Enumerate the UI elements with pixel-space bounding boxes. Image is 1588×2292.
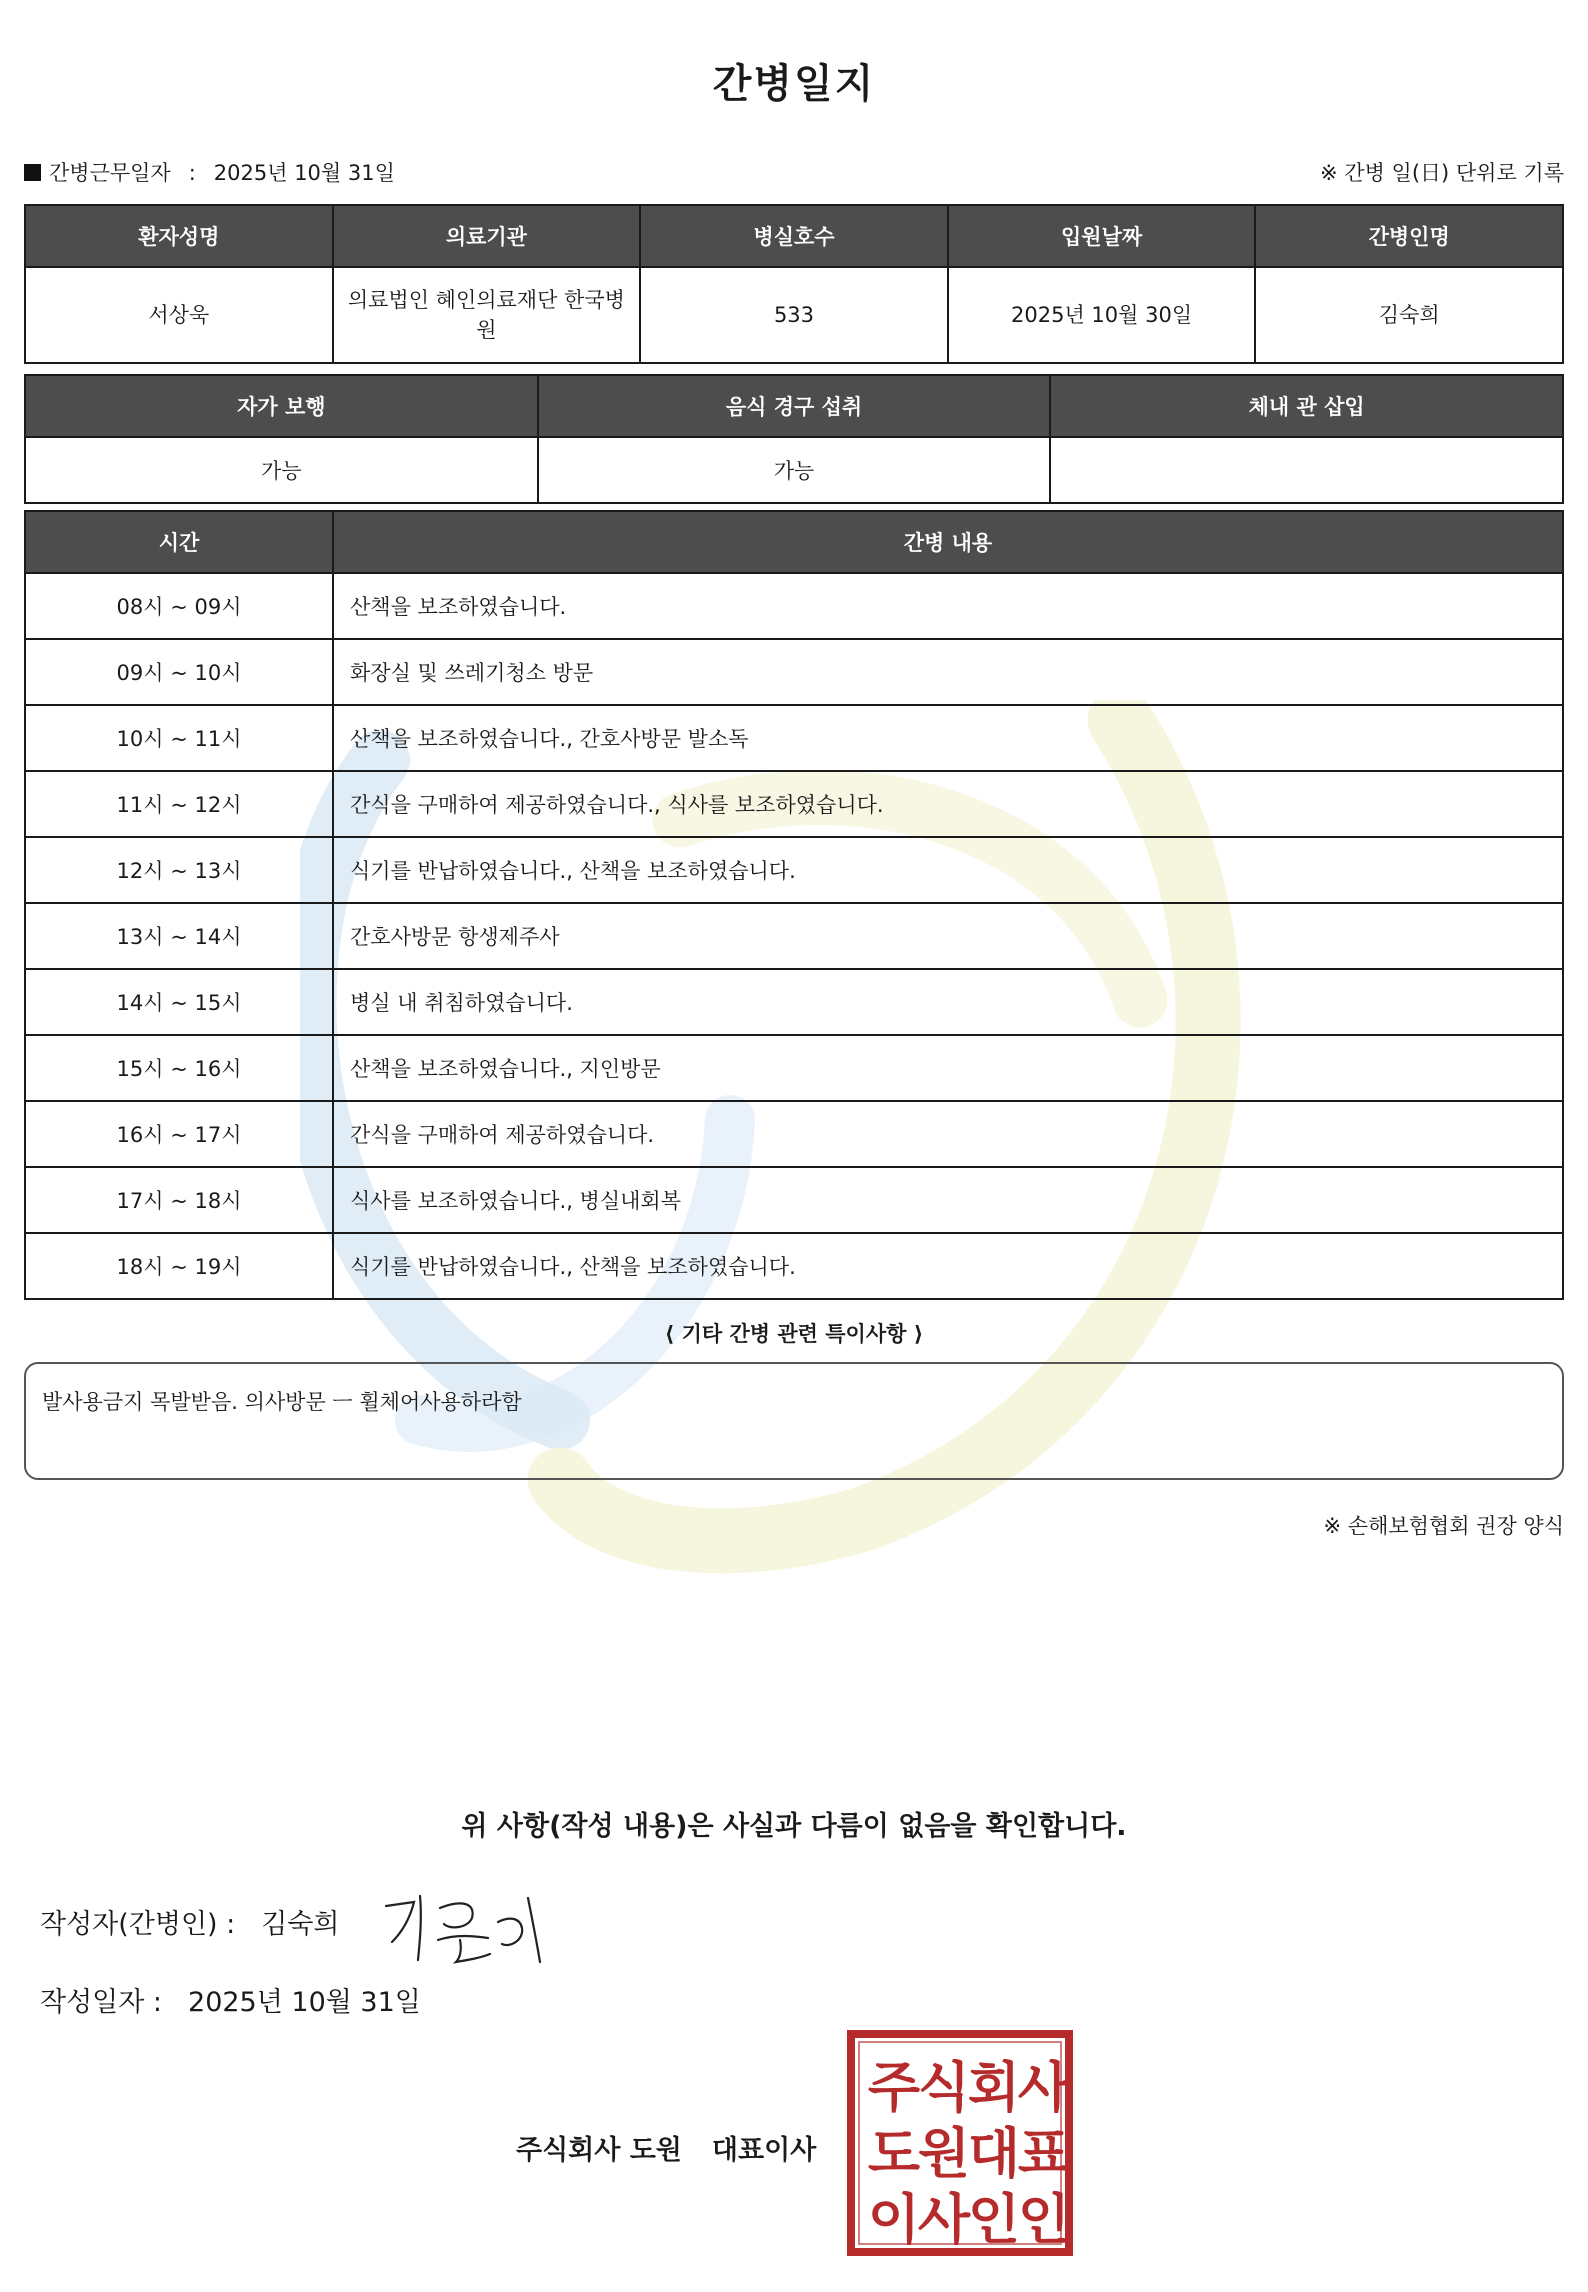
log-time-cell: 08시 ~ 09시 [25,573,333,639]
patient-status-table [24,374,1564,504]
special-notes-title: ⟨ 기타 간병 관련 특이사항 ⟩ [664,1322,924,1346]
log-time-cell: 17시 ~ 18시 [25,1167,333,1233]
ceo-title: 대표이사 [711,2135,817,2166]
log-content-cell: 병실 내 취침하였습니다. [333,969,1563,1035]
seal-character: 도 [867,2122,921,2185]
care-log-row [25,705,1563,771]
log-content-cell: 식기를 반납하였습니다., 산책을 보조하였습니다. [333,837,1563,903]
header-oral-intake: 음식 경구 섭취 [538,375,1051,437]
log-time-cell: 13시 ~ 14시 [25,903,333,969]
patient-info-header-row [25,205,1563,267]
special-notes-text: 발사용금지 목발받음. 의사방문 ㅡ 휠체어사용하라함 [42,1390,522,1414]
care-log-row [25,837,1563,903]
log-content-cell: 화장실 및 쓰레기청소 방문 [333,639,1563,705]
patient-info-value-row [25,267,1563,363]
tube-insertion-value [1050,437,1563,503]
care-log-row [25,903,1563,969]
handwritten-signature [380,1888,550,1968]
care-log-row [25,573,1563,639]
header-admission-date: 입원날짜 [948,205,1256,267]
care-log-row [25,771,1563,837]
care-log-body [25,573,1563,1299]
seal-character: 사 [917,2188,971,2251]
oral-intake-value: 가능 [538,437,1051,503]
form-source-note: ※ 손해보험협회 권장 양식 [1323,1514,1564,1538]
company-line [516,2128,816,2167]
log-time-cell: 18시 ~ 19시 [25,1233,333,1299]
company-name: 주식회사 도원 [516,2135,682,2166]
seal-character: 회 [967,2056,1021,2119]
patient-name-value: 서상욱 [25,267,333,363]
header-hospital: 의료기관 [333,205,641,267]
header-care-content: 간병 내용 [333,511,1563,573]
log-content-cell: 간식을 구매하여 제공하였습니다., 식사를 보조하였습니다. [333,771,1563,837]
care-log-row [25,1035,1563,1101]
care-log-table [24,510,1564,1300]
seal-character: 이 [867,2188,921,2251]
work-date-line [24,157,395,187]
unit-note: ※ 간병 일(日) 단위로 기록 [1320,161,1564,185]
log-time-cell: 14시 ~ 15시 [25,969,333,1035]
seal-character: 원 [917,2122,971,2185]
writer-name: 김숙희 [261,1909,340,1940]
seal-character: 표 [1017,2122,1071,2185]
special-notes-box [24,1362,1564,1480]
document-title: 간병일지 [712,61,876,107]
status-value-row [25,437,1563,503]
written-date-value: 2025년 10월 31일 [188,1987,421,2018]
log-time-cell: 10시 ~ 11시 [25,705,333,771]
writer-label: 작성자(간병인) : [40,1909,236,1940]
header-room-number: 병실호수 [640,205,948,267]
square-bullet-icon [24,164,41,181]
header-patient-name: 환자성명 [25,205,333,267]
seal-character: 대 [967,2122,1021,2185]
seal-character: 사 [1017,2056,1071,2119]
log-content-cell: 식기를 반납하였습니다., 산책을 보조하였습니다. [333,1233,1563,1299]
log-time-cell: 12시 ~ 13시 [25,837,333,903]
admission-date-value: 2025년 10월 30일 [948,267,1256,363]
work-date-label: 간병근무일자 [49,161,171,185]
seal-character: 인 [1017,2188,1071,2251]
log-content-cell: 산책을 보조하였습니다. [333,573,1563,639]
log-time-cell: 09시 ~ 10시 [25,639,333,705]
work-date-separator: : [188,161,196,185]
log-time-cell: 11시 ~ 12시 [25,771,333,837]
log-time-cell: 16시 ~ 17시 [25,1101,333,1167]
work-date-value: 2025년 10월 31일 [213,161,395,185]
writer-line [40,1902,340,1941]
log-content-cell: 식사를 보조하였습니다., 병실내회복 [333,1167,1563,1233]
confirmation-statement: 위 사항(작성 내용)은 사실과 다름이 없음을 확인합니다. [461,1811,1127,1842]
care-log-row [25,639,1563,705]
company-seal-stamp [847,2030,1073,2256]
log-content-cell: 산책을 보조하였습니다., 간호사방문 발소독 [333,705,1563,771]
care-log-row [25,1167,1563,1233]
header-tube-insertion: 체내 관 삽입 [1050,375,1563,437]
room-number-value: 533 [640,267,948,363]
status-header-row [25,375,1563,437]
care-log-row [25,1101,1563,1167]
hospital-value: 의료법인 혜인의료재단 한국병원 [333,267,641,363]
patient-info-table [24,204,1564,364]
header-caregiver-name: 간병인명 [1255,205,1563,267]
seal-character: 인 [967,2188,1021,2251]
written-date-line [40,1980,421,2019]
header-self-walking: 자가 보행 [25,375,538,437]
written-date-label: 작성일자 : [40,1987,163,2018]
log-content-cell: 간식을 구매하여 제공하였습니다. [333,1101,1563,1167]
log-content-cell: 산책을 보조하였습니다., 지인방문 [333,1035,1563,1101]
header-time: 시간 [25,511,333,573]
self-walking-value: 가능 [25,437,538,503]
care-log-row [25,1233,1563,1299]
log-time-cell: 15시 ~ 16시 [25,1035,333,1101]
seal-character: 식 [917,2056,971,2119]
seal-character: 주 [867,2056,921,2119]
caregiver-name-value: 김숙희 [1255,267,1563,363]
care-log-row [25,969,1563,1035]
log-content-cell: 간호사방문 항생제주사 [333,903,1563,969]
care-log-header-row [25,511,1563,573]
